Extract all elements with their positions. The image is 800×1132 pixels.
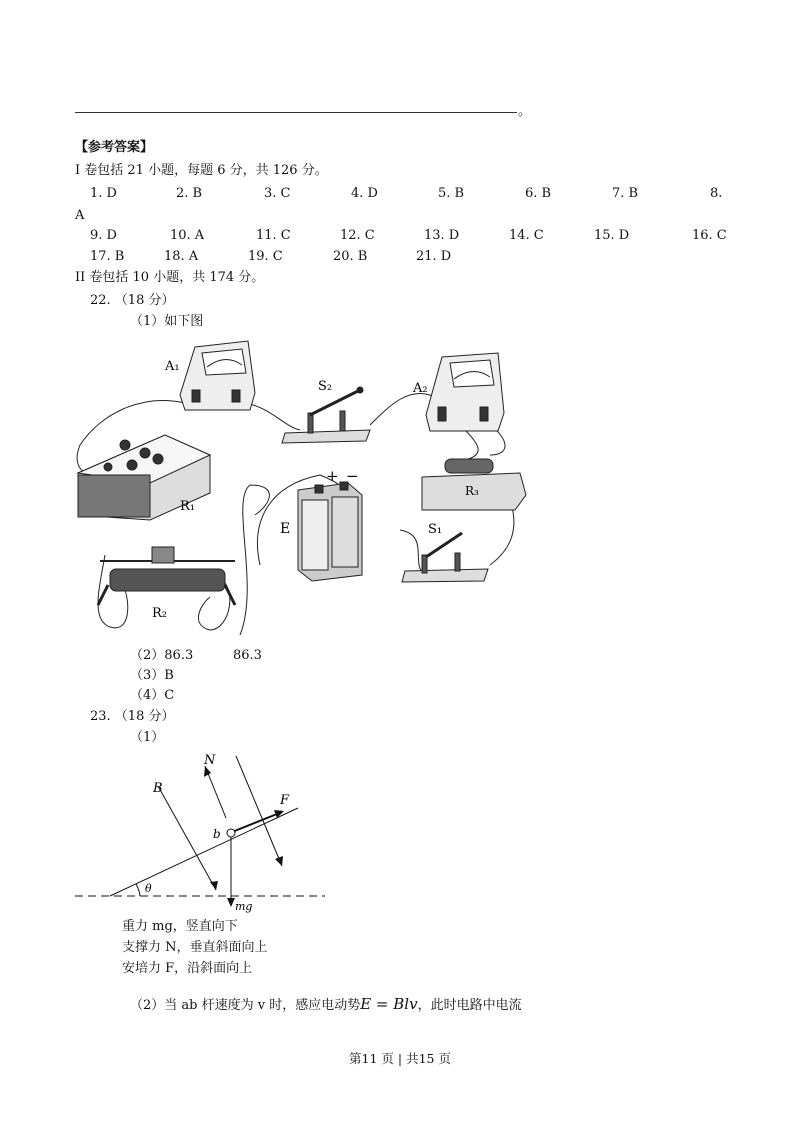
page-footer: 第11 页 | 共15 页 (349, 1051, 451, 1066)
q23-title: 23. （18 分） (90, 709, 175, 724)
answer-item: 5. B (438, 186, 465, 201)
force-normal: 支撑力 N，垂直斜面向上 (122, 940, 268, 955)
answer-item: 9. D (90, 228, 117, 243)
answer-item: 20. B (333, 249, 368, 264)
plus-label: + (326, 467, 339, 485)
answer-item: 15. D (594, 228, 630, 243)
r2-label: R₂ (152, 606, 167, 621)
q23-sub2 (130, 996, 522, 1014)
answer-heading: 【参考答案】 (75, 140, 154, 155)
answer-item: 6. B (525, 186, 552, 201)
answer-item: 2. B (176, 186, 203, 201)
theta-label: θ (145, 882, 152, 895)
part2-intro: II 卷包括 10 小题，共 174 分。 (75, 270, 265, 285)
f-force-line (232, 812, 282, 832)
switch-s1 (402, 533, 488, 582)
b-point-label: b (213, 827, 221, 841)
a2-label: A₂ (413, 381, 428, 396)
answer-item: 14. C (509, 228, 544, 243)
mg-arrowhead (227, 898, 235, 907)
n-label: N (204, 753, 216, 768)
answer-item: 17. B (90, 249, 125, 264)
q22-sub2-value: 86.3 (233, 648, 262, 663)
q22-sub2: （2）86.3 (130, 648, 194, 663)
minus-label: − (346, 467, 359, 485)
answer-item: 21. D (416, 249, 452, 264)
emf-formula: E = Blv (360, 995, 418, 1013)
circuit-diagram (70, 335, 540, 640)
end-mark: 。 (518, 104, 532, 119)
answer-item: 3. C (264, 186, 291, 201)
rod-b-point (227, 829, 235, 837)
s2-label: S₂ (318, 379, 333, 394)
q22-sub1: （1）如下图 (130, 314, 204, 329)
answer-item: 19. C (248, 249, 283, 264)
r3-label: R₃ (465, 484, 479, 498)
part1-intro: I 卷包括 21 小题，每题 6 分，共 126 分。 (75, 163, 328, 178)
battery-e (298, 482, 362, 581)
answer-item: 11. C (256, 228, 291, 243)
q23-sub2-tail: ，此时电路中电流 (417, 998, 522, 1013)
q22-sub3: （3）B (130, 668, 174, 683)
q23-sub1: （1） (130, 730, 165, 745)
ammeter-a1 (180, 341, 255, 410)
answer-item: 18. A (164, 249, 199, 264)
incline-line (110, 808, 298, 896)
force-ampere: 安培力 F，沿斜面向上 (122, 961, 253, 976)
force-gravity: 重力 mg，竖直向下 (122, 919, 238, 934)
f-label: F (280, 793, 290, 808)
fill-in-line (75, 112, 517, 113)
r1-label: R₁ (180, 499, 195, 514)
ammeter-a2 (426, 353, 504, 431)
answer-item: 13. D (424, 228, 460, 243)
q22-title: 22. （18 分） (90, 293, 175, 308)
answer-item: 16. C (692, 228, 727, 243)
answer-item: 10. A (170, 228, 205, 243)
theta-arc (136, 884, 140, 896)
b-label: B (153, 781, 163, 796)
answer-item: 1. D (90, 186, 117, 201)
a1-label: A₁ (165, 359, 180, 374)
q23-sub2-text: （2）当 ab 杆速度为 v 时，感应电动势 (130, 998, 361, 1013)
b-field-line (158, 786, 216, 890)
rheostat-r2 (98, 547, 235, 605)
answer-item: 12. C (340, 228, 375, 243)
answer-item: 4. D (351, 186, 378, 201)
force-diagram (70, 750, 330, 915)
e-label: E (280, 521, 291, 537)
answer-item: 8. (710, 186, 723, 201)
answer-item-wrap: A (75, 208, 85, 223)
mg-label: mg (235, 900, 253, 913)
q22-sub4: （4）C (130, 688, 175, 703)
s1-label: S₁ (428, 522, 443, 537)
b-arrowhead (210, 881, 218, 890)
b-arrowhead (275, 856, 283, 866)
switch-s2 (282, 387, 370, 443)
answer-item: 7. B (612, 186, 639, 201)
